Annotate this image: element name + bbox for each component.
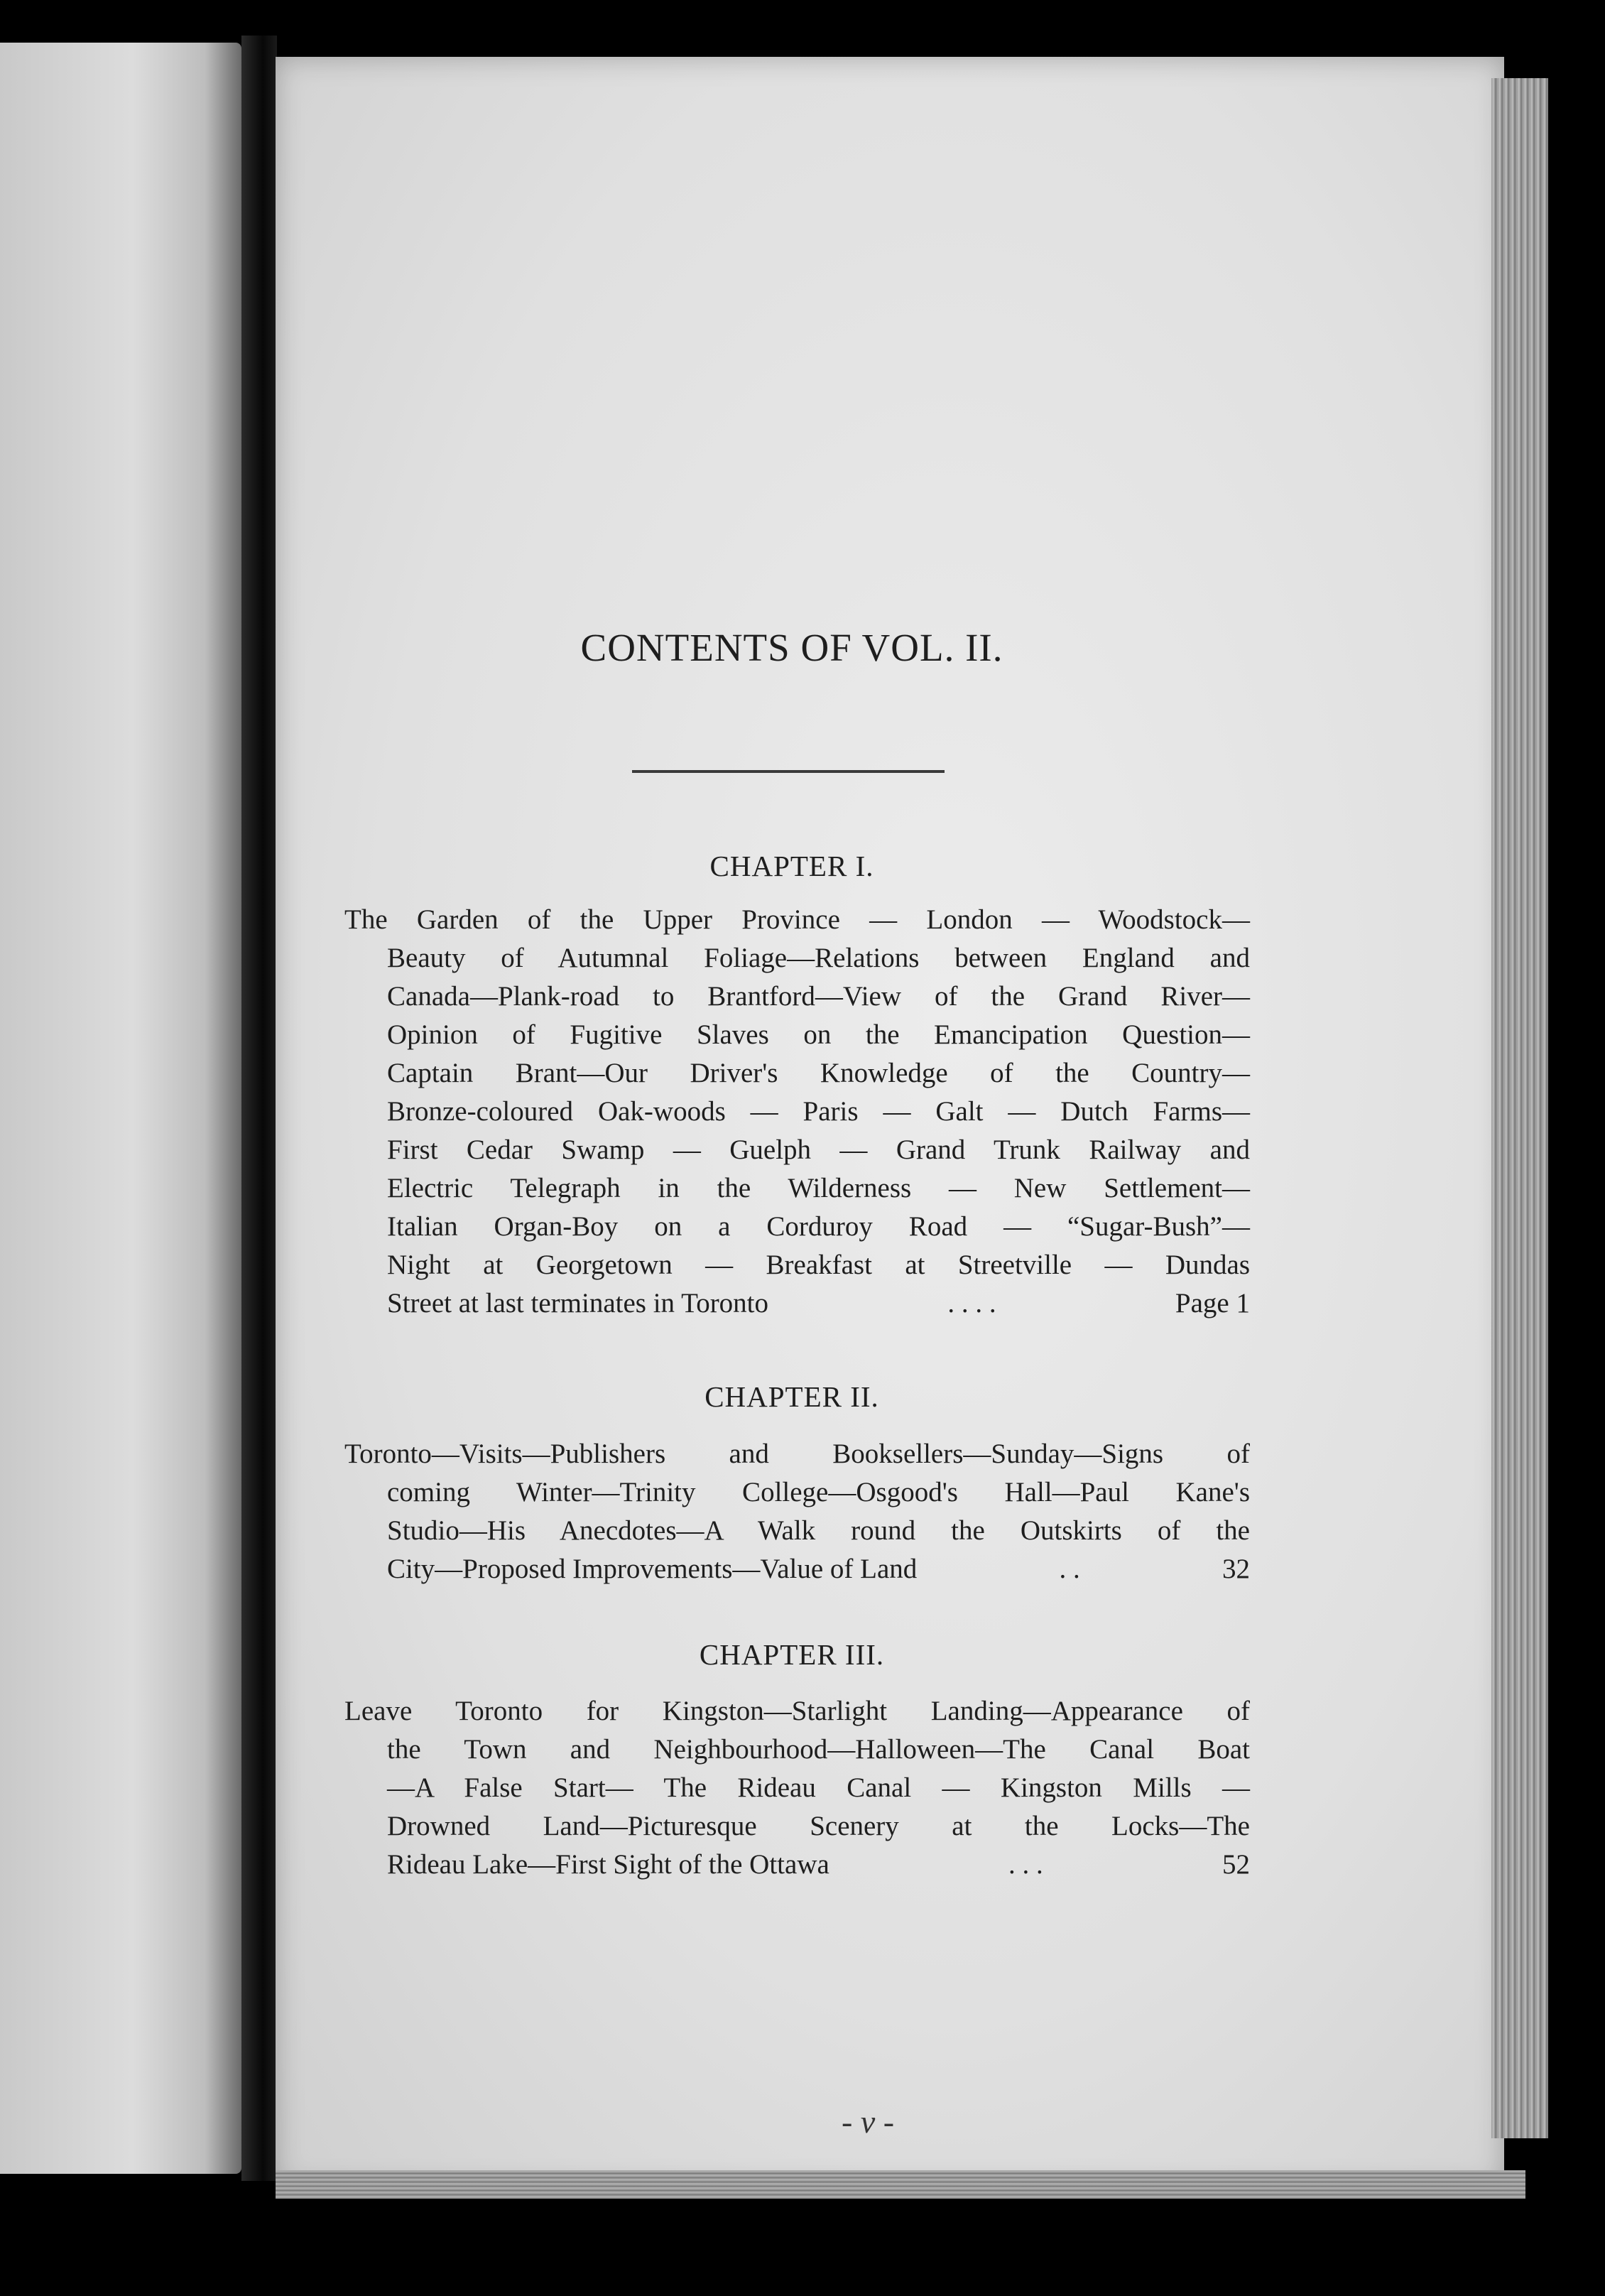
facing-page (0, 43, 241, 2174)
summary-line: Leave Toronto for Kingston—Starlight Landing—Appearance of (344, 1696, 1250, 1726)
summary-line: Drowned Land—Picturesque Scenery at the Locks—The (387, 1811, 1250, 1841)
summary-line: First Cedar Swamp — Guelph — Grand Trunk Railway and (387, 1135, 1250, 1165)
chapter-1-heading: CHAPTER I. (709, 850, 874, 882)
summary-line: Beauty of Autumnal Foliage—Relations between England and (387, 943, 1250, 973)
page-number: 32 (1222, 1554, 1250, 1584)
chapter-3-heading: CHAPTER III. (699, 1638, 885, 1671)
page-number: Page 1 (1175, 1288, 1250, 1318)
page-title: CONTENTS OF VOL. II. (580, 626, 1003, 669)
summary-line: Rideau Lake—First Sight of the Ottawa (387, 1849, 829, 1880)
page-edges-right (1491, 78, 1548, 2138)
summary-line: Canada—Plank-road to Brantford—View of the Grand River— (387, 981, 1250, 1012)
summary-line: Street at last terminates in Toronto (387, 1288, 769, 1318)
summary-line: Captain Brant—Our Driver's Knowledge of the Country— (387, 1058, 1250, 1088)
summary-line: coming Winter—Trinity College—Osgood's Hall—Paul Kane's (387, 1477, 1250, 1507)
summary-line: —A False Start— The Rideau Canal — Kingston Mills — (387, 1772, 1250, 1803)
summary-line: Toronto—Visits—Publishers and Booksellers—Sunday—Signs of (344, 1439, 1250, 1469)
summary-line: Electric Telegraph in the Wilderness — New Settlement— (387, 1173, 1250, 1203)
summary-line: Italian Organ-Boy on a Corduroy Road — “Sugar-Bush”— (387, 1211, 1250, 1242)
dot-leaders: . . (1059, 1554, 1080, 1584)
chapter-2-heading: CHAPTER II. (704, 1380, 879, 1413)
title-rule (632, 770, 945, 773)
summary-last-line (387, 1284, 1250, 1323)
summary-line: Night at Georgetown — Breakfast at Streetville — Dundas (387, 1250, 1250, 1280)
summary-line: City—Proposed Improvements—Value of Land (387, 1554, 918, 1584)
summary-last-line (387, 1550, 1250, 1588)
summary-last-line (387, 1846, 1250, 1884)
page-number: 52 (1222, 1849, 1250, 1880)
summary-line: Opinion of Fugitive Slaves on the Emancipation Question— (387, 1019, 1250, 1050)
dot-leaders: . . . . (947, 1288, 996, 1318)
summary-line: The Garden of the Upper Province — London — Woodstock— (344, 904, 1250, 935)
summary-line: Studio—His Anecdotes—A Walk round the Outskirts of the (387, 1515, 1250, 1546)
summary-line: the Town and Neighbourhood—Halloween—The Canal Boat (387, 1734, 1250, 1765)
summary-line: Bronze-coloured Oak-woods — Paris — Galt — Dutch Farms— (387, 1096, 1250, 1127)
page-edges-bottom (276, 2170, 1525, 2199)
page-folio: - v - (842, 2103, 895, 2140)
dot-leaders: . . . (1008, 1849, 1043, 1880)
book-gutter (241, 36, 277, 2181)
